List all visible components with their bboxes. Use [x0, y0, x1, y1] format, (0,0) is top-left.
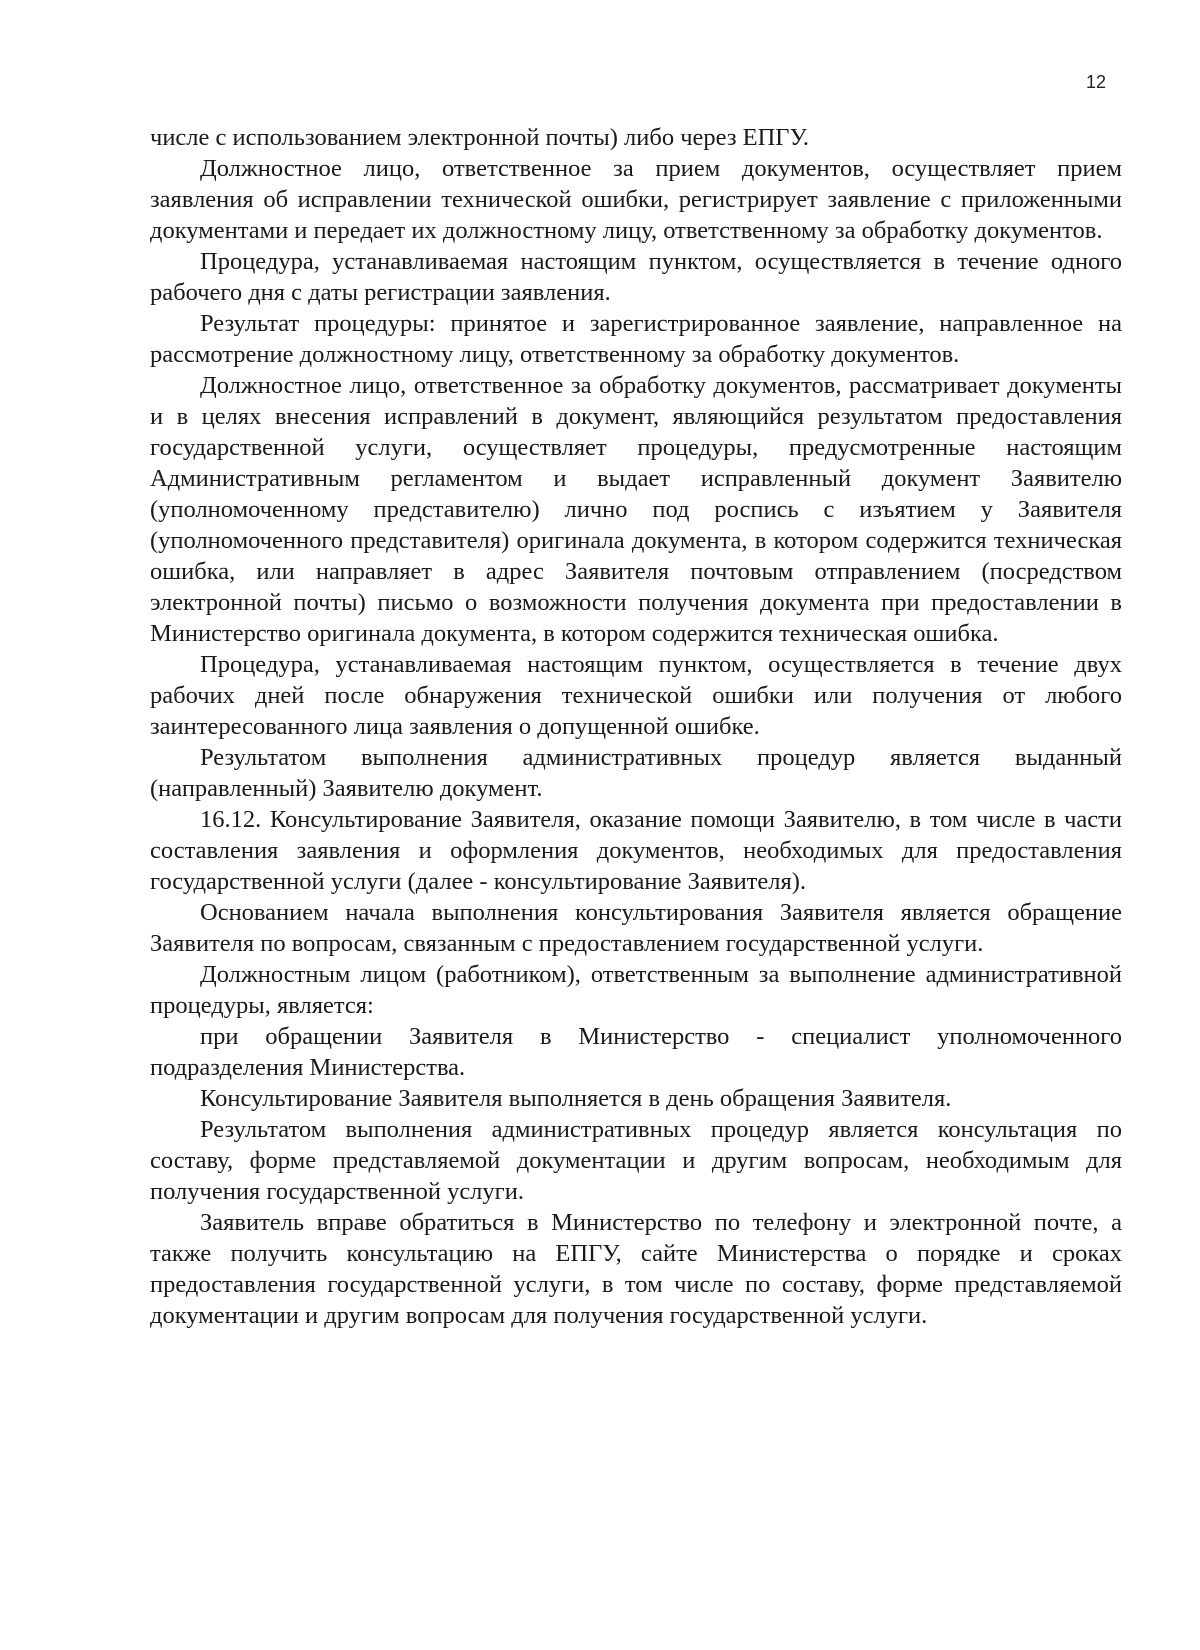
paragraph: Заявитель вправе обратиться в Министерство по телефону и электронной почте, а также получить консультацию на ЕПГУ, сайте Министерства о порядке и сроках предоставления государственной услуги, в том числе по составу, форме представляемой документации и другим вопросам для получения государственной услуги.: [150, 1209, 1122, 1329]
paragraph: Результатом выполнения административных процедур является консультация по составу, форме представляемой документации и другим вопросам, необходимым для получения государственной услуги.: [150, 1116, 1122, 1205]
paragraph: Должностное лицо, ответственное за обработку документов, рассматривает документы и в целях внесения исправлений в документ, являющийся результатом предоставления государственной услуги, осуществляет процедуры, предусмотренные настоящим Административным регламентом и выдает исправленный документ Заявителю (уполномоченному представителю) лично под роспись с изъятием у Заявителя (уполномоченного представителя) оригинала документа, в котором содержится техническая ошибка, или направляет в адрес Заявителя почтовым отправлением (посредством электронной почты) письмо о возможности получения документа при предоставлении в Министерство оригинала документа, в котором содержится техническая ошибка.: [150, 372, 1122, 647]
paragraph: Должностное лицо, ответственное за прием документов, осуществляет прием заявления об исправлении технической ошибки, регистрирует заявление с приложенными документами и передает их должностному лицу, ответственному за обработку документов.: [150, 155, 1122, 244]
paragraph: при обращении Заявителя в Министерство - специалист уполномоченного подразделения Министерства.: [150, 1023, 1122, 1081]
paragraph: Процедура, устанавливаемая настоящим пунктом, осуществляется в течение двух рабочих дней после обнаружения технической ошибки или получения от любого заинтересованного лица заявления о допущенной ошибке.: [150, 651, 1122, 740]
paragraph: Консультирование Заявителя выполняется в день обращения Заявителя.: [200, 1085, 952, 1112]
paragraph: числе с использованием электронной почты) либо через ЕПГУ.: [150, 124, 809, 151]
paragraph: Процедура, устанавливаемая настоящим пунктом, осуществляется в течение одного рабочего дня с даты регистрации заявления.: [150, 248, 1122, 306]
paragraph: Результатом выполнения административных процедур является выданный (направленный) Заявителю документ.: [150, 744, 1122, 802]
section-paragraph: 16.12. Консультирование Заявителя, оказание помощи Заявителю, в том числе в части составления заявления и оформления документов, необходимых для предоставления государственной услуги (далее - консультирование Заявителя).: [150, 806, 1122, 895]
paragraph: Результат процедуры: принятое и зарегистрированное заявление, направленное на рассмотрение должностному лицу, ответственному за обработку документов.: [150, 310, 1122, 368]
paragraph: Должностным лицом (работником), ответственным за выполнение административной процедуры, является:: [150, 961, 1122, 1019]
page-number: 12: [1085, 72, 1106, 92]
paragraph: Основанием начала выполнения консультирования Заявителя является обращение Заявителя по вопросам, связанным с предоставлением государственной услуги.: [150, 899, 1122, 957]
document-body: [150, 122, 1122, 1331]
